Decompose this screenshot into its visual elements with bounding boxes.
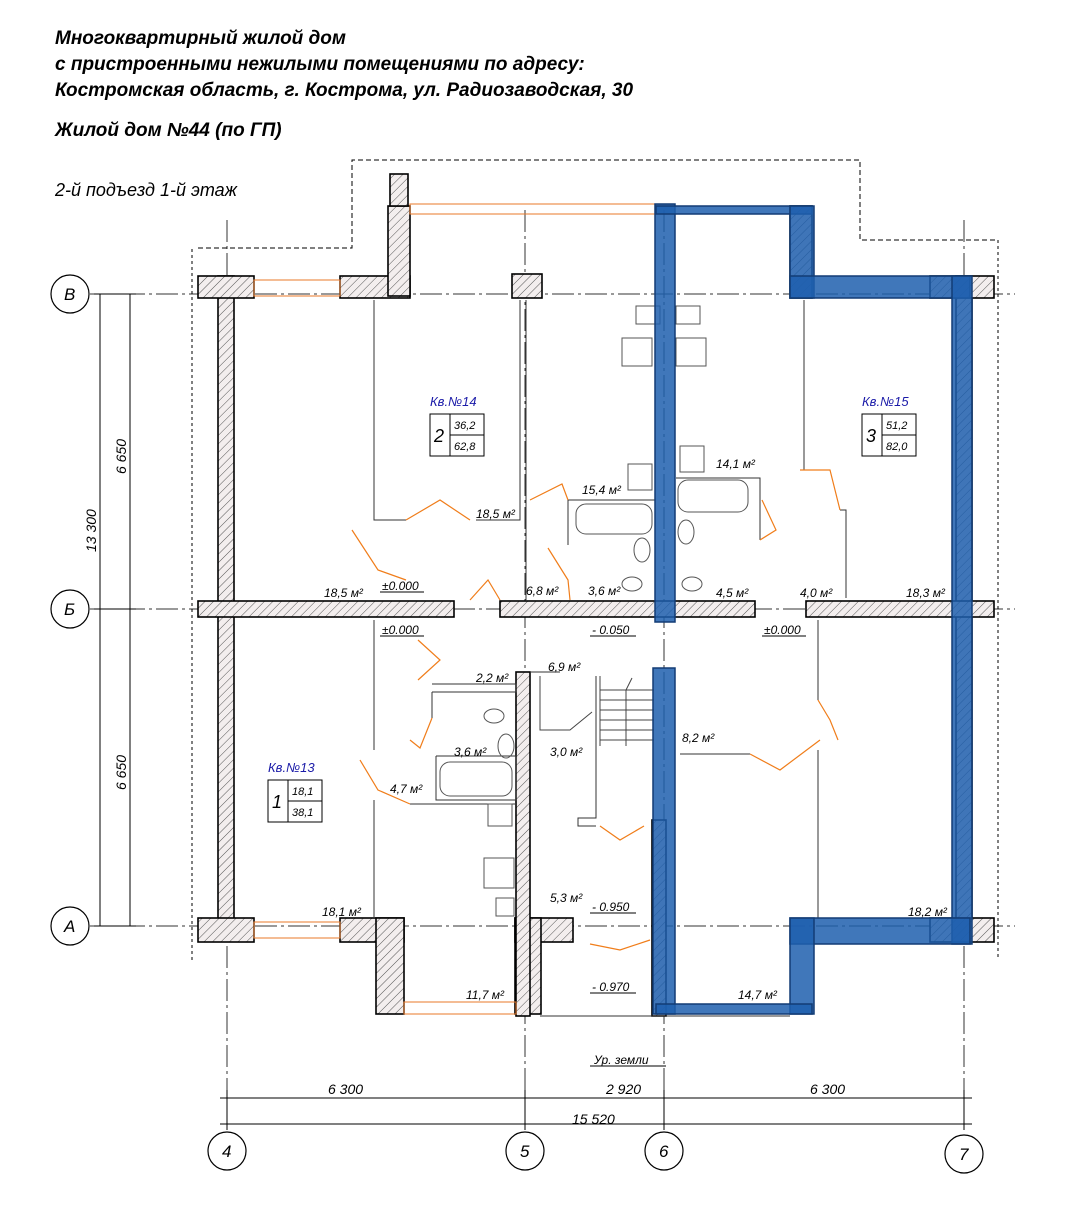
header-line-1: Многоквартирный жилой дом — [55, 28, 346, 49]
room-area: 14,7 м² — [738, 988, 777, 1002]
wall-mid-left — [198, 601, 454, 617]
axis-label-6: 6 — [659, 1142, 669, 1161]
blue-wall-bottom-pier — [790, 918, 814, 1014]
dim-vertical-upper: 6 650 — [113, 438, 129, 474]
axis-label-b: Б — [64, 600, 76, 619]
level-mark: - 0.050 — [592, 623, 630, 637]
blue-wall-bottom-right — [790, 918, 970, 944]
window-top — [410, 204, 656, 214]
window-bottom-loggia — [404, 1002, 516, 1014]
apartment-13-name: Кв.№13 — [268, 760, 315, 775]
column-top — [512, 274, 542, 298]
level-mark: ±0.000 — [382, 623, 419, 637]
blue-wall-bottom — [656, 1004, 812, 1014]
window-bottom-left — [254, 922, 340, 938]
dim-horizontal-total: 15 520 — [572, 1111, 615, 1127]
room-area: 8,2 м² — [682, 731, 715, 745]
blue-wall-upper — [655, 204, 675, 622]
room-area: 18,1 м² — [322, 905, 361, 919]
apartment-14-name: Кв.№14 — [430, 394, 477, 409]
apartment-15-name: Кв.№15 — [862, 394, 909, 409]
room-area: 5,3 м² — [550, 891, 583, 905]
dim-horizontal-mid: 2 920 — [606, 1081, 642, 1097]
wall-top-left — [198, 276, 254, 298]
chimney — [390, 174, 408, 206]
house-title: Жилой дом №44 (по ГП) — [55, 120, 282, 141]
room-area: 18,5 м² — [324, 586, 363, 600]
room-area: 3,6 м² — [588, 584, 621, 598]
ground-level-mark: Ур. земли — [594, 1053, 649, 1067]
apartment-14-rooms: 2 — [434, 426, 445, 446]
floor-title: 2-й подъезд 1-й этаж — [55, 180, 238, 200]
room-area: 18,5 м² — [476, 507, 515, 521]
axis-label-7: 7 — [959, 1145, 969, 1164]
wall-stair-left — [516, 672, 530, 1016]
room-area: 6,8 м² — [526, 584, 559, 598]
blue-wall-lower — [653, 668, 675, 1014]
dim-horizontal-left: 6 300 — [328, 1081, 364, 1097]
level-mark: ±0.000 — [764, 623, 801, 637]
level-mark: - 0.970 — [592, 980, 630, 994]
dim-horizontal-right: 6 300 — [810, 1081, 846, 1097]
level-mark: ±0.000 — [382, 579, 419, 593]
apartment-15-rooms: 3 — [866, 426, 877, 446]
apartment-14-total: 62,8 — [454, 441, 476, 453]
apartment-14-living: 36,2 — [454, 420, 476, 432]
apartment-13 — [268, 760, 322, 822]
room-area: 18,2 м² — [908, 905, 947, 919]
room-area: 4,5 м² — [716, 586, 749, 600]
axis-label-4: 4 — [222, 1142, 232, 1161]
wall-bottom-pier-left — [376, 918, 404, 1014]
stair — [540, 676, 654, 746]
room-area: 3,0 м² — [550, 745, 583, 759]
room-area: 11,7 м² — [466, 988, 505, 1002]
axis-label-a: А — [64, 917, 76, 936]
blue-wall-top — [656, 206, 812, 214]
axis-label-5: 5 — [520, 1142, 530, 1161]
blue-wall-top-right — [790, 276, 970, 298]
wall-mid-center — [500, 601, 755, 617]
header-line-3: Костромская область, г. Кострома, ул. Радиозаводская, 30 — [55, 80, 634, 101]
wall-bottom-left — [198, 918, 254, 942]
room-area: 4,0 м² — [800, 586, 833, 600]
dim-vertical-total: 13 300 — [83, 509, 99, 552]
room-area: 4,7 м² — [390, 782, 423, 796]
apartment-15-total: 82,0 — [886, 441, 908, 453]
dim-vertical-lower: 6 650 — [113, 754, 129, 790]
apartment-13-living: 18,1 — [292, 786, 314, 798]
apartment-15-living: 51,2 — [886, 420, 908, 432]
apartment-13-rooms: 1 — [272, 792, 283, 812]
apartment-13-total: 38,1 — [292, 807, 314, 819]
axis-label-v: В — [64, 285, 76, 304]
room-area: 6,9 м² — [548, 660, 581, 674]
wall-top-pier — [388, 206, 410, 296]
header-line-2: с пристроенными нежилыми помещениями по адресу: — [55, 54, 585, 75]
room-area: 18,3 м² — [906, 586, 945, 600]
apartment-14 — [430, 394, 484, 456]
room-area: 14,1 м² — [716, 457, 755, 471]
room-area: 2,2 м² — [476, 671, 509, 685]
room-area: 3,6 м² — [454, 745, 487, 759]
apartment-15 — [862, 394, 916, 456]
blue-wall-right — [952, 276, 972, 944]
room-area: 15,4 м² — [582, 483, 621, 497]
level-mark: - 0.950 — [592, 900, 630, 914]
